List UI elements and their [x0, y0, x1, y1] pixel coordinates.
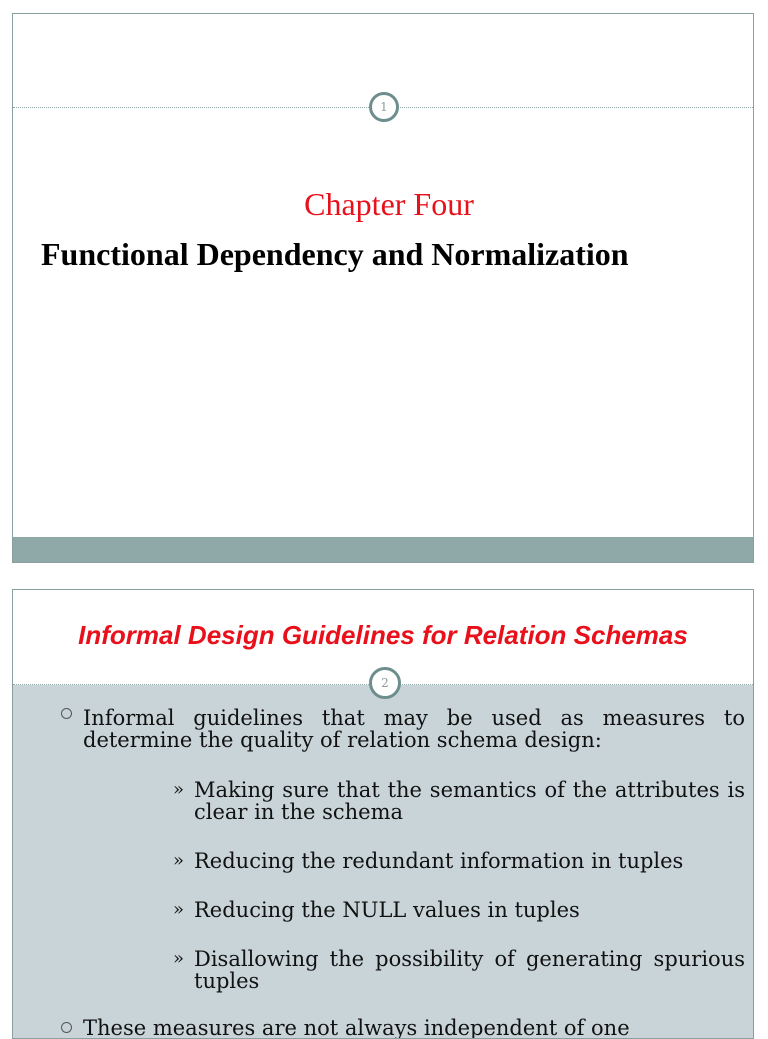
slide-title: Informal Design Guidelines for Relation Schemas	[78, 620, 688, 650]
slide-2	[12, 589, 754, 1039]
slide-title: Functional Dependency and Normalization	[41, 236, 629, 272]
sub-bullet-text: Disallowing the possibility of generating spurious tuples	[194, 947, 745, 993]
sub-bullet-marker: »	[173, 948, 185, 969]
slide-number: 1	[380, 100, 388, 114]
sub-bullet-marker: »	[173, 850, 185, 871]
sub-bullet-marker: »	[173, 779, 185, 800]
footer-bar	[13, 537, 753, 562]
sub-bullet-text: Reducing the NULL values in tuples	[194, 898, 580, 922]
sub-bullet-marker: »	[173, 899, 185, 920]
sub-bullet-text: Reducing the redundant information in tuples	[194, 849, 684, 873]
bullet-circle-icon	[61, 708, 72, 719]
slide-number: 2	[381, 676, 389, 690]
sub-bullet-text: Making sure that the semantics of the attributes is clear in the schema	[194, 778, 745, 824]
slide-number-badge	[369, 92, 399, 122]
slide-number-badge	[369, 667, 401, 699]
slide-1	[12, 13, 754, 563]
bullet-text: These measures are not always independent of one	[83, 1017, 630, 1039]
chapter-heading: Chapter Four	[304, 186, 474, 222]
bullet-text: Informal guidelines that may be used as measures to determine the quality of relation schema design:	[83, 706, 745, 752]
